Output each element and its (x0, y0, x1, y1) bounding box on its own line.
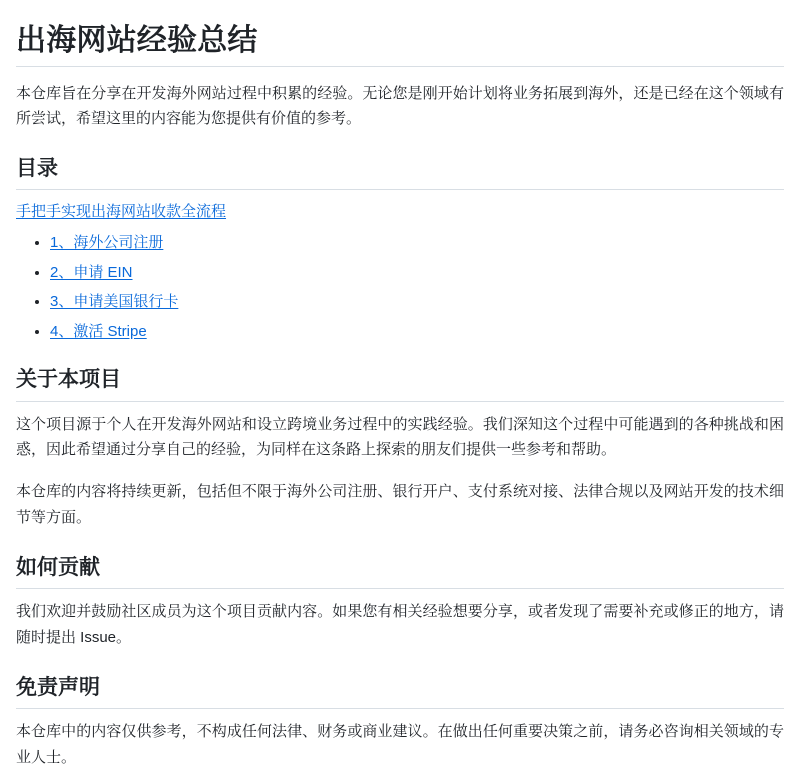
toc-list (16, 232, 784, 343)
about-paragraph-2: 本仓库的内容将持续更新，包括但不限于海外公司注册、银行开户、支付系统对接、法律合规以及网站开发的技术细节等方面。 (16, 483, 784, 526)
page-title: 出海网站经验总结 (16, 22, 784, 67)
intro-paragraph: 本仓库旨在分享在开发海外网站过程中积累的经验。无论您是刚开始计划将业务拓展到海外，还是已经在这个领域有所尝试，希望这里的内容能为您提供有价值的参考。 (16, 84, 784, 128)
list-item (50, 262, 784, 285)
toc-item-link-1[interactable]: 1、海外公司注册 (50, 234, 164, 252)
toc-item-link-4[interactable]: 4、激活 Stripe (50, 322, 147, 340)
section-heading-disclaimer: 免责声明 (16, 675, 784, 709)
section-heading-contribute: 如何贡献 (16, 555, 784, 589)
about-paragraph-1: 这个项目源于个人在开发海外网站和设立跨境业务过程中的实践经验。我们深知这个过程中可能遇到的各种挑战和困惑，因此希望通过分享自己的经验，为同样在这条路上探索的朋友们提供一些参考和帮助。 (16, 415, 784, 459)
list-item (50, 291, 784, 314)
list-item (50, 232, 784, 255)
section-heading-about: 关于本项目 (16, 367, 784, 401)
section-heading-toc: 目录 (16, 156, 784, 190)
contribute-paragraph-1: 我们欢迎并鼓励社区成员为这个项目贡献内容。如果您有相关经验想要分享，或者发现了需要补充或修正的地方，请随时提出 Issue。 (16, 603, 784, 646)
toc-primary-link-wrapper (16, 200, 784, 224)
disclaimer-paragraph-1: 本仓库中的内容仅供参考，不构成任何法律、财务或商业建议。在做出任何重要决策之前，请务必咨询相关领域的专业人士。 (16, 722, 784, 766)
toc-primary-link[interactable]: 手把手实现出海网站收款全流程 (16, 203, 227, 221)
toc-item-link-2[interactable]: 2、申请 EIN (50, 263, 133, 281)
list-item (50, 321, 784, 344)
toc-item-link-3[interactable]: 3、申请美国银行卡 (50, 293, 179, 311)
